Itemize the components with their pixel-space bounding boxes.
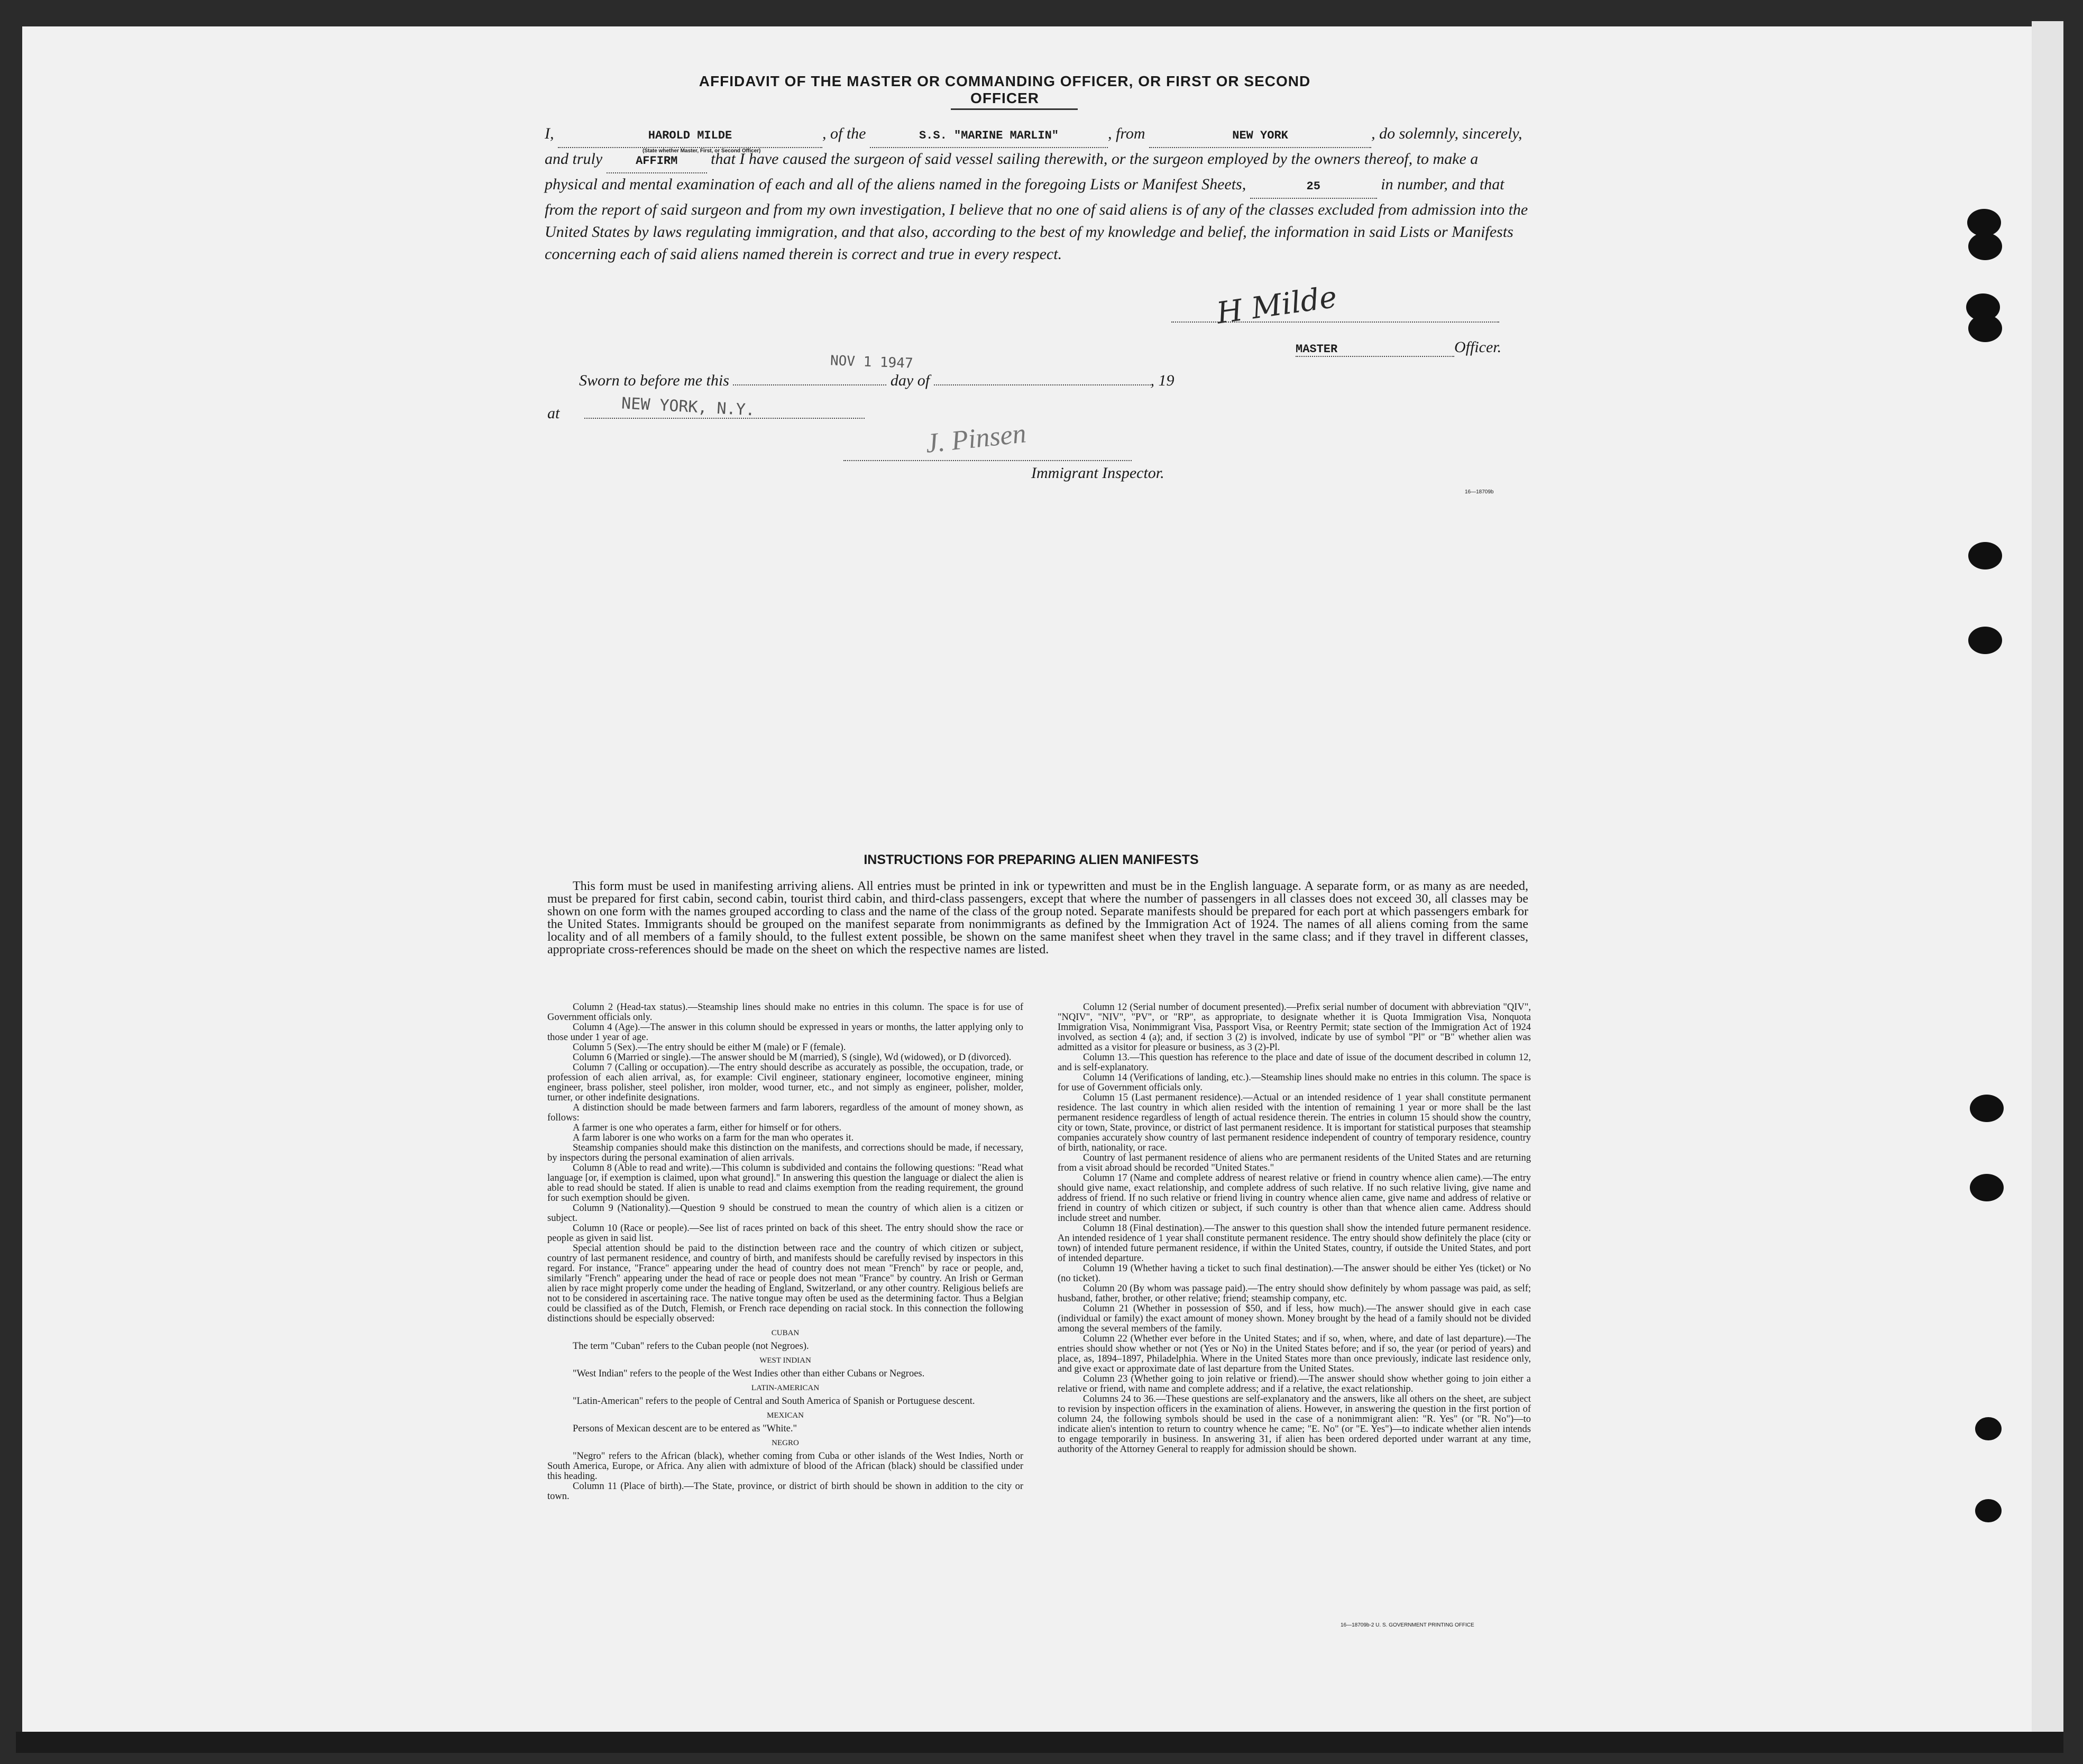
- column-22-text: Column 22 (Whether ever before in the United States; and if so, when, where, and date of last departure).—The entries should show whether or not (Yes or No) in the United States before; and if so, the year (or period of years) and place, as, 1894–1897, Philadelphia. Where in the United States more than once previously, indicate last residence only, and give exact or approximate date of last departure from the United States.: [1058, 1334, 1531, 1374]
- mexican-text: Persons of Mexican descent are to be entered as "White.": [573, 1423, 797, 1434]
- year-text: , 19: [1150, 372, 1174, 389]
- text-do: , do: [1371, 125, 1396, 142]
- column-15-text: Column 15 (Last permanent residence).—Actual or an intended residence of 1 year shall constitute permanent residence. The last country in which alien resided with the intention of remaining 1 year or more shall be the last permanent residence regardless of length of actual residence therein. The entries in column 15 should show the country, city or town, State, province, or district of last permanent residence. It is important for statistical purposes that steamship companies accurately show country of last permanent residence independent of country of temporary residence, country of birth, nationality, or race.: [1058, 1092, 1531, 1153]
- place-stamp: NEW YORK, N.Y.: [621, 394, 756, 420]
- date-stamp: NOV 1 1947: [830, 353, 914, 372]
- punch-hole: [1970, 1174, 2004, 1201]
- day-of-text: day of: [890, 372, 930, 389]
- column-5-text: Column 5 (Sex).—The entry should be either M (male) or F (female).: [573, 1042, 846, 1053]
- heading-mexican: MEXICAN: [767, 1411, 804, 1420]
- sworn-text: Sworn to before me this: [579, 372, 729, 389]
- inspector-signature: J. Pinsen: [924, 418, 1028, 459]
- punch-hole: [1968, 627, 2002, 654]
- column-21-text: Column 21 (Whether in possession of $50, and if less, how much).—The answer should give in each case (individual or family) the exact amount of money shown. Money brought by the head of a family should not be divided among the several members of the family.: [1058, 1303, 1531, 1334]
- west-indian-text: "West Indian" refers to the people of the West Indies other than either Cubans or Negroes.: [573, 1368, 925, 1379]
- signature-line: [1171, 321, 1499, 323]
- master-signature: H Milde: [1214, 280, 1339, 331]
- heading-negro: NEGRO: [772, 1439, 799, 1447]
- instructions-left-column: [547, 1003, 1023, 1502]
- text-from: , from: [1108, 125, 1145, 142]
- farmer-text: A farmer is one who operates a farm, either for himself or for others.: [573, 1123, 842, 1133]
- at-label: at: [547, 405, 560, 422]
- punch-hole: [1968, 233, 2002, 260]
- steamship-text: Steamship companies should make this distinction on the manifests, and corrections should be made, if necessary, by inspectors during the personal examination of alien arrivals.: [547, 1143, 1023, 1163]
- inspector-label: Immigrant Inspector.: [1031, 464, 1164, 482]
- punch-hole: [1968, 542, 2002, 569]
- heading-cuban: CUBAN: [771, 1329, 800, 1337]
- column-11-text: Column 11 (Place of birth).—The State, province, or district of birth should be shown in addition to the city or town.: [547, 1481, 1023, 1502]
- printing-office-note: 16—18709b-2 U. S. GOVERNMENT PRINTING OFFICE: [1341, 1622, 1474, 1628]
- sheets-count-field: 25: [1250, 176, 1377, 199]
- instructions-right-column: [1058, 1003, 1531, 1455]
- negro-text: "Negro" refers to the African (black), whether coming from Cuba or other islands of the West Indies, North or South America, Europe, or Africa. Any alien with admixture of blood of the African (black) should be classified under this heading.: [547, 1451, 1023, 1482]
- column-20-text: Column 20 (By whom was passage paid).—The entry should show definitely by whom passage was paid, as self; husband, father, brother, or other relative; friend; steamship company, etc.: [1058, 1283, 1531, 1304]
- column-12-text: Column 12 (Serial number of document presented).—Prefix serial number of document with abbreviation "QIV", "NQIV", "NIV", "PV", or "RP", as appropriate, to designate whether it is Quota Immigration Visa, Nonquota Immigration Visa, Nonimmigrant Visa, Passport Visa, or Reentry Permit; state section of the Immigration Act of 1924 involved, as section 4 (a); and, if section 3 (2) is involved, indicate by use of symbol "Pl" or "B" whether alien was admitted as a visitor for pleasure or business, as 3 (2)-Pl.: [1058, 1002, 1531, 1053]
- inspector-signature-line: [843, 460, 1132, 461]
- punch-hole: [1970, 1095, 2004, 1122]
- form-number: 16—18709b: [1465, 489, 1494, 495]
- text-i: I,: [545, 125, 554, 142]
- officer-name-field: HAROLD MILDE: [558, 125, 822, 148]
- punch-hole: [1975, 1499, 2002, 1522]
- fill-note: (State whether Master, First, or Second Officer): [643, 148, 761, 154]
- column-13-text: Column 13.—This question has reference to the place and date of issue of the document described in column 12, and is self-explanatory.: [1058, 1052, 1531, 1073]
- farmer-distinction-text: A distinction should be made between farmers and farm laborers, regardless of the amount of money shown, as follows:: [547, 1102, 1023, 1123]
- page-edge: [2032, 21, 2063, 1737]
- farm-laborer-text: A farm laborer is one who works on a farm for the man who operates it.: [573, 1133, 854, 1143]
- month-blank: [934, 372, 1151, 385]
- punch-hole: [1968, 315, 2002, 342]
- text-body-1: that I have caused the surgeon of said vessel sailing therewith, or the surgeon employed by the owners thereof, to make a physical and mental examination of each and all of the aliens named in the foregoing Lists or Manifest Sheets,: [545, 150, 1479, 193]
- sworn-line: [579, 372, 1174, 390]
- column-9-text: Column 9 (Nationality).—Question 9 should be construed to mean the country of which alien is a citizen or subject.: [547, 1203, 1023, 1224]
- heading-latin-american: LATIN-AMERICAN: [751, 1384, 820, 1392]
- latin-american-text: "Latin-American" refers to the people of Central and South America of Spanish or Portuguese descent.: [573, 1396, 975, 1407]
- cuban-text: The term "Cuban" refers to the Cuban people (not Negroes).: [573, 1341, 809, 1352]
- instructions-intro: [547, 880, 1528, 956]
- affirm-field: AFFIRM: [607, 150, 707, 173]
- intro-text: This form must be used in manifesting arriving aliens. All entries must be printed in ink or typewritten and must be in the English language. A separate form, or as many as are needed, must be prepared for first cabin, second cabin, tourist third cabin, and third-class passengers, except that where the number of passengers in all classes does not exceed 30, all classes may be shown on one form with the names grouped according to class and the name of the class of the group noted. Separate manifests should be prepared for each port at which passengers embark for the United States. Immigrants should be grouped on the manifest separate from nonimmigrants as defined by the Immigration Act of 1924. The names of all aliens coming from the same locality and of all members of a family should, to the fullest extent possible, be shown on the same manifest sheet when they travel in the same class; and if they travel in different classes, appropriate cross-references should be made on the sheet on which the respective names are listed.: [547, 879, 1528, 957]
- column-7-text: Column 7 (Calling or occupation).—The entry should describe as accurately as possible, the occupation, trade, or profession of each alien arrival, as, for example: Civil engineer, stationary engineer, locomotive engineer, mining engineer, brass polisher, steel polisher, iron molder, wood turner, etc., and not simply as engineer, polisher, molder, turner, or other indefinite designations.: [547, 1062, 1023, 1103]
- column-17-text: Column 17 (Name and complete address of nearest relative or friend in country whence alien came).—The entry should give name, exact relationship, and complete address of such relative. If no such relative living, give name and address of friend. If no such relative or friend living in country whence alien came, give name and address of relative or friend in country of which citizen or subject, if such country is other than that whence alien came. Address should include street and number.: [1058, 1173, 1531, 1224]
- title-rule: [951, 108, 1078, 110]
- affidavit-paragraph: [545, 123, 1528, 265]
- column-10-text: Column 10 (Race or people).—See list of races printed on back of this sheet. The entry should show the race or people as given in said list.: [547, 1223, 1023, 1244]
- officer-label: Officer.: [1454, 338, 1502, 356]
- text-body-2: in number, and that from the report of said surgeon and from my own investigation, I believe that no one of said aliens is of any of the classes excluded from admission into the United States by laws regulating immigration, and that also, according to the best of my knowledge and belief, the information in said Lists or Manifests concerning each of said aliens named therein is correct and true in every respect.: [545, 176, 1528, 263]
- scan-border: [16, 1732, 2063, 1753]
- text-of-the: , of the: [822, 125, 866, 142]
- column-14-text: Column 14 (Verifications of landing, etc.).—Steamship lines should make no entries in this column. The space is for use of Government officials only.: [1058, 1072, 1531, 1093]
- heading-west-indian: WEST INDIAN: [759, 1356, 811, 1365]
- column-8-text: Column 8 (Able to read and write).—This column is subdivided and contains the following questions: "Read what language [or, if exemption is claimed, upon what ground]." In answering this question the language or dialect the alien is able to read should be stated. If alien is unable to read and claims exemption from the reading requirement, the ground for such exemption should be given.: [547, 1163, 1023, 1203]
- column-23-text: Column 23 (Whether going to join relative or friend).—The answer should show whether going to join either a relative or friend, with name and complete address; and if a relative, the exact relationship.: [1058, 1374, 1531, 1394]
- column-4-text: Column 4 (Age).—The answer in this column should be expressed in years or months, the latter applying only to those under 1 year of age.: [547, 1022, 1023, 1043]
- country-residence-text: Country of last permanent residence of aliens who are permanent residents of the United States and are returning from a visit abroad should be recorded "United States.": [1058, 1153, 1531, 1173]
- column-19-text: Column 19 (Whether having a ticket to such final destination).—The answer should be either Yes (ticket) or No (no ticket).: [1058, 1263, 1531, 1284]
- text-solemnly: solemnly, sincerely, and truly: [545, 125, 1522, 168]
- column-6-text: Column 6 (Married or single).—The answer should be M (married), S (single), Wd (widowed), or D (divorced).: [573, 1052, 1012, 1063]
- affidavit-title: AFFIDAVIT OF THE MASTER OR COMMANDING OFFICER, OR FIRST OR SECOND OFFICER: [699, 73, 1311, 106]
- instructions-title: INSTRUCTIONS FOR PREPARING ALIEN MANIFESTS: [864, 852, 1199, 867]
- place-blank: [584, 418, 865, 419]
- officer-rank-line: [1296, 338, 1501, 357]
- columns-24-36-text: Columns 24 to 36.—These questions are self-explanatory and the answers, like all others on the sheet, are subject to revision by inspection officers in the examination of aliens. However, in answering the question in the first portion of column 24, the following symbols should be used in the case of a nonimmigrant alien: "R. Yes" (or "R. No")—to indicate alien's intention to return to country whence he came; "E. No" (or "E. Yes")—to indicate whether alien intends to engage temporarily in business. In answering 31, if alien has been ordered deported under warrant at any time, authority of the Attorney General to reapply for admission should be shown.: [1058, 1394, 1531, 1455]
- special-attention-text: Special attention should be paid to the distinction between race and the country of which citizen or subject, country of last permanent residence, and country of birth, and manifests should be carefully revised by inspectors in this regard. For instance, "France" appearing under the head of country does not mean "French" by race or people, and, similarly "French" appearing under the head of race or people does not mean "France" by country. An Irish or German alien by race might properly come under the heading of England, Switzerland, or any other country. Religious beliefs are not to be considered in ascertaining race. The native tongue may often be used as the determining factor. Thus a Belgian could be classified as of the Dutch, Flemish, or French race depending on racial stock. In this connection the following distinctions should be especially observed:: [547, 1243, 1023, 1324]
- rank-field: MASTER: [1296, 343, 1454, 357]
- port-field: NEW YORK: [1149, 125, 1371, 148]
- column-18-text: Column 18 (Final destination).—The answer to this question shall show the intended future permanent residence. An intended residence of 1 year shall constitute permanent residence. The entry should show definitely the place (city or town) of intended future permanent residence, if within the United States, country, if outside the United States, and port of intended departure.: [1058, 1223, 1531, 1264]
- column-2-text: Column 2 (Head-tax status).—Steamship lines should make no entries in this column. The space is for use of Government officials only.: [547, 1002, 1023, 1023]
- vessel-field: S.S. "MARINE MARLIN": [870, 125, 1108, 148]
- punch-hole: [1975, 1417, 2002, 1440]
- date-blank: [733, 372, 886, 385]
